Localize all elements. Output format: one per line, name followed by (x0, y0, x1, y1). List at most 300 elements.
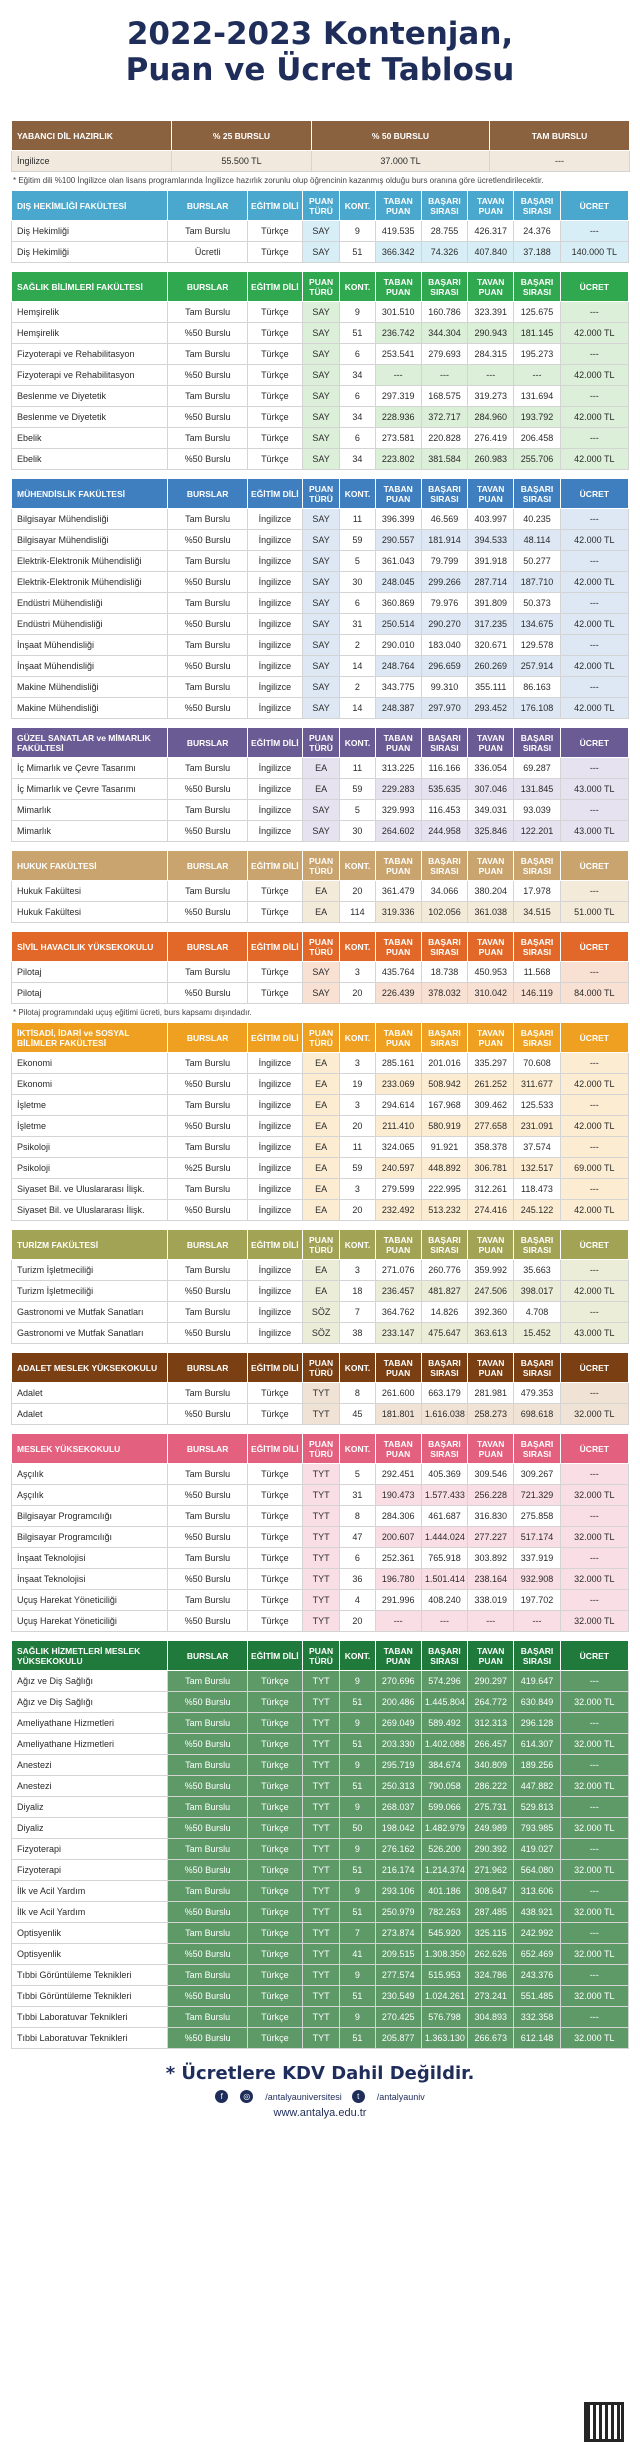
section-table (11, 1433, 629, 1632)
table-cell: Tam Burslu (168, 1383, 247, 1404)
column-header: BAŞARI SIRASI (514, 851, 560, 881)
table-cell: 51 (340, 1692, 375, 1713)
table-cell: 258.273 (468, 1404, 514, 1425)
table-cell: 312.313 (468, 1713, 514, 1734)
table-row (12, 407, 629, 428)
table-cell: 216.174 (375, 1860, 421, 1881)
table-cell: İngilizce (247, 1323, 302, 1344)
table-cell: Tam Burslu (168, 1590, 247, 1611)
column-header: KONT. (340, 932, 375, 962)
table-cell: 475.647 (421, 1323, 467, 1344)
table-cell: Tam Burslu (168, 1506, 247, 1527)
table-cell: 201.016 (421, 1053, 467, 1074)
table-cell: 279.599 (375, 1179, 421, 1200)
table-cell: Tam Burslu (168, 1053, 247, 1074)
table-row (12, 2028, 629, 2049)
table-cell: Türkçe (247, 983, 302, 1004)
program-name: Siyaset Bil. ve Uluslararası İlişk. (12, 1200, 168, 1221)
table-cell: --- (375, 365, 421, 386)
table-row (12, 1797, 629, 1818)
table-cell: 360.869 (375, 593, 421, 614)
table-cell: TYT (302, 1404, 339, 1425)
table-cell: 230.549 (375, 1986, 421, 2007)
table-cell: İngilizce (247, 779, 302, 800)
table-row (12, 1200, 629, 1221)
table-cell: 51 (340, 242, 375, 263)
table-cell: 99.310 (421, 677, 467, 698)
table-cell: 176.108 (514, 698, 560, 719)
program-name: Hemşirelik (12, 323, 168, 344)
table-cell: 297.970 (421, 698, 467, 719)
table-cell: 1.402.088 (421, 1734, 467, 1755)
section-gap (11, 470, 629, 478)
program-name: Adalet (12, 1383, 168, 1404)
table-cell: EA (302, 1074, 339, 1095)
table-cell: İngilizce (247, 1095, 302, 1116)
table-cell: 187.710 (514, 572, 560, 593)
table-cell: 200.607 (375, 1527, 421, 1548)
table-cell: --- (560, 1137, 628, 1158)
table-cell: İngilizce (247, 593, 302, 614)
table-cell: 290.297 (468, 1671, 514, 1692)
table-row (12, 509, 629, 530)
table-cell: 42.000 TL (560, 530, 628, 551)
table-cell: 309.267 (514, 1464, 560, 1485)
table-cell: 69.287 (514, 758, 560, 779)
table-cell: 364.762 (375, 1302, 421, 1323)
table-row (12, 1923, 629, 1944)
table-cell: --- (560, 1671, 628, 1692)
table-cell: Türkçe (247, 962, 302, 983)
table-cell: EA (302, 1053, 339, 1074)
column-header: ÜCRET (560, 728, 628, 758)
table-cell: Türkçe (247, 428, 302, 449)
lang-cell: --- (490, 151, 630, 172)
table-cell: 294.614 (375, 1095, 421, 1116)
table-cell: SÖZ (302, 1302, 339, 1323)
program-name: İlk ve Acil Yardım (12, 1881, 168, 1902)
table-cell: 517.174 (514, 1527, 560, 1548)
table-cell: 261.600 (375, 1383, 421, 1404)
table-cell: 285.161 (375, 1053, 421, 1074)
section-title: MESLEK YÜKSEKOKULU (12, 1434, 168, 1464)
twitter-icon[interactable]: t (352, 2090, 365, 2103)
table-cell: 311.677 (514, 1074, 560, 1095)
table-cell: 46.569 (421, 509, 467, 530)
table-cell: Türkçe (247, 1902, 302, 1923)
column-header: EĞİTİM DİLİ (247, 1230, 302, 1260)
program-name: Siyaset Bil. ve Uluslararası İlişk. (12, 1179, 168, 1200)
website-link[interactable]: www.antalya.edu.tr (273, 2107, 367, 2119)
table-row (12, 1281, 629, 1302)
table-cell: --- (560, 428, 628, 449)
table-cell: 79.799 (421, 551, 467, 572)
table-cell: TYT (302, 1860, 339, 1881)
program-name: Endüstri Mühendisliği (12, 593, 168, 614)
table-cell: TYT (302, 1923, 339, 1944)
table-row (12, 1692, 629, 1713)
table-cell: SAY (302, 242, 339, 263)
section-table (11, 931, 629, 1004)
column-header: TABAN PUAN (375, 1434, 421, 1464)
table-cell: 249.989 (468, 1818, 514, 1839)
column-header: TAVAN PUAN (468, 932, 514, 962)
table-cell: 295.719 (375, 1755, 421, 1776)
table-cell: 262.626 (468, 1944, 514, 1965)
table-cell: 450.953 (468, 962, 514, 983)
program-name: Diş Hekimliği (12, 242, 168, 263)
table-cell: 612.148 (514, 2028, 560, 2049)
table-cell: SAY (302, 323, 339, 344)
table-cell: 6 (340, 386, 375, 407)
social-handle[interactable]: /antalyauniv (376, 2091, 425, 2102)
table-cell: 286.222 (468, 1776, 514, 1797)
table-cell: TYT (302, 1734, 339, 1755)
table-cell: 407.840 (468, 242, 514, 263)
table-row (12, 1179, 629, 1200)
table-cell: TYT (302, 1590, 339, 1611)
table-cell: 42.000 TL (560, 1281, 628, 1302)
column-header: BAŞARI SIRASI (421, 1641, 467, 1671)
table-cell: 349.031 (468, 800, 514, 821)
program-name: Makine Mühendisliği (12, 698, 168, 719)
table-cell: 102.056 (421, 902, 467, 923)
table-cell: 7 (340, 1923, 375, 1944)
column-header: TABAN PUAN (375, 1353, 421, 1383)
column-header: TABAN PUAN (375, 1230, 421, 1260)
table-row (12, 530, 629, 551)
table-cell: SAY (302, 593, 339, 614)
table-cell: TYT (302, 1881, 339, 1902)
table-cell: 203.330 (375, 1734, 421, 1755)
column-header: BURSLAR (168, 1434, 247, 1464)
section-gap (11, 1221, 629, 1229)
column-header: PUAN TÜRÜ (302, 932, 339, 962)
table-cell: 51 (340, 1902, 375, 1923)
table-cell: SAY (302, 635, 339, 656)
section-title: ADALET MESLEK YÜKSEKOKULU (12, 1353, 168, 1383)
table-cell: 50.373 (514, 593, 560, 614)
table-cell: 122.201 (514, 821, 560, 842)
table-cell: Türkçe (247, 1881, 302, 1902)
table-cell: 28.755 (421, 221, 467, 242)
table-cell: 276.419 (468, 428, 514, 449)
table-cell: 236.742 (375, 323, 421, 344)
table-cell: 438.921 (514, 1902, 560, 1923)
column-header: KONT. (340, 851, 375, 881)
table-cell: İngilizce (247, 1116, 302, 1137)
table-cell: 6 (340, 344, 375, 365)
table-cell: 9 (340, 1839, 375, 1860)
column-header: EĞİTİM DİLİ (247, 1353, 302, 1383)
table-cell: 114 (340, 902, 375, 923)
section-gap (11, 2049, 629, 2057)
program-name: İşletme (12, 1095, 168, 1116)
column-header: TAVAN PUAN (468, 272, 514, 302)
table-cell: 42.000 TL (560, 323, 628, 344)
column-header: EĞİTİM DİLİ (247, 272, 302, 302)
program-name: Aşçılık (12, 1464, 168, 1485)
table-cell: 296.128 (514, 1713, 560, 1734)
program-name: Ebelik (12, 449, 168, 470)
program-name: Psikoloji (12, 1137, 168, 1158)
table-cell: 51 (340, 323, 375, 344)
table-cell: %50 Burslu (168, 983, 247, 1004)
column-header: KONT. (340, 1023, 375, 1053)
table-cell: --- (560, 509, 628, 530)
table-cell: 248.387 (375, 698, 421, 719)
column-header: ÜCRET (560, 191, 628, 221)
table-cell: %25 Burslu (168, 1158, 247, 1179)
column-header: EĞİTİM DİLİ (247, 851, 302, 881)
table-row (12, 779, 629, 800)
table-cell: Türkçe (247, 1692, 302, 1713)
table-cell: Türkçe (247, 1464, 302, 1485)
table-cell: 18.738 (421, 962, 467, 983)
table-cell: --- (560, 2007, 628, 2028)
table-cell: %50 Burslu (168, 407, 247, 428)
table-cell: --- (560, 1260, 628, 1281)
program-name: Makine Mühendisliği (12, 677, 168, 698)
program-name: Optisyenlik (12, 1923, 168, 1944)
section-table (11, 850, 629, 923)
table-cell: 396.399 (375, 509, 421, 530)
table-cell: Tam Burslu (168, 1923, 247, 1944)
table-row (12, 698, 629, 719)
table-cell: 589.492 (421, 1713, 467, 1734)
table-cell: 250.313 (375, 1776, 421, 1797)
table-cell: Tam Burslu (168, 386, 247, 407)
table-cell: 576.798 (421, 2007, 467, 2028)
table-cell: 248.045 (375, 572, 421, 593)
column-header: BAŞARI SIRASI (421, 932, 467, 962)
table-cell: %50 Burslu (168, 1734, 247, 1755)
table-cell: Tam Burslu (168, 1671, 247, 1692)
table-cell: 211.410 (375, 1116, 421, 1137)
table-cell: 1.445.804 (421, 1692, 467, 1713)
table-cell: 277.658 (468, 1116, 514, 1137)
column-header: PUAN TÜRÜ (302, 728, 339, 758)
table-cell: Türkçe (247, 1965, 302, 1986)
column-header: BAŞARI SIRASI (421, 272, 467, 302)
table-cell: --- (560, 1053, 628, 1074)
program-name: Elektrik-Elektronik Mühendisliği (12, 572, 168, 593)
table-cell: --- (375, 1611, 421, 1632)
table-cell: 266.457 (468, 1734, 514, 1755)
table-cell: 32.000 TL (560, 1944, 628, 1965)
table-cell: 9 (340, 1881, 375, 1902)
table-row (12, 635, 629, 656)
table-cell: --- (514, 1611, 560, 1632)
table-cell: 35.663 (514, 1260, 560, 1281)
table-cell: 248.764 (375, 656, 421, 677)
table-cell: 313.225 (375, 758, 421, 779)
column-header: BURSLAR (168, 1230, 247, 1260)
column-header: KONT. (340, 1353, 375, 1383)
facebook-icon[interactable]: f (215, 2090, 228, 2103)
column-header: EĞİTİM DİLİ (247, 1023, 302, 1053)
table-cell: 513.232 (421, 1200, 467, 1221)
table-row (12, 551, 629, 572)
table-cell: TYT (302, 1839, 339, 1860)
program-name: Aşçılık (12, 1485, 168, 1506)
table-cell: SAY (302, 821, 339, 842)
table-cell: 273.874 (375, 1923, 421, 1944)
table-cell: 782.263 (421, 1902, 467, 1923)
table-cell: Tam Burslu (168, 509, 247, 530)
table-cell: 252.361 (375, 1548, 421, 1569)
table-cell: 19 (340, 1074, 375, 1095)
table-cell: 8 (340, 1506, 375, 1527)
table-row (12, 1527, 629, 1548)
column-header: TAVAN PUAN (468, 851, 514, 881)
table-row (12, 1506, 629, 1527)
table-cell: Türkçe (247, 1923, 302, 1944)
table-cell: 116.166 (421, 758, 467, 779)
column-header: EĞİTİM DİLİ (247, 1434, 302, 1464)
table-cell: 206.458 (514, 428, 560, 449)
program-name: İnşaat Mühendisliği (12, 656, 168, 677)
table-cell: 419.647 (514, 1671, 560, 1692)
program-name: Beslenme ve Diyetetik (12, 386, 168, 407)
section-title: MÜHENDİSLİK FAKÜLTESİ (12, 479, 168, 509)
table-cell: 275.731 (468, 1797, 514, 1818)
column-header: BURSLAR (168, 728, 247, 758)
table-cell: 51 (340, 1986, 375, 2007)
table-cell: 313.606 (514, 1881, 560, 1902)
table-cell: 284.306 (375, 1506, 421, 1527)
table-cell: 20 (340, 881, 375, 902)
table-cell: 391.918 (468, 551, 514, 572)
table-cell: 51 (340, 1734, 375, 1755)
table-cell: 435.764 (375, 962, 421, 983)
table-cell: 336.054 (468, 758, 514, 779)
table-cell: 37.188 (514, 242, 560, 263)
table-cell: 9 (340, 302, 375, 323)
table-cell: 276.162 (375, 1839, 421, 1860)
table-cell: 34.515 (514, 902, 560, 923)
table-row (12, 302, 629, 323)
section-gap (11, 1632, 629, 1640)
program-name: Endüstri Mühendisliği (12, 614, 168, 635)
table-cell: 51 (340, 2028, 375, 2049)
table-cell: --- (560, 1713, 628, 1734)
table-cell: EA (302, 1158, 339, 1179)
program-name: Fizyoterapi (12, 1860, 168, 1881)
table-cell: 3 (340, 1260, 375, 1281)
table-row (12, 1713, 629, 1734)
column-header: BAŞARI SIRASI (514, 932, 560, 962)
table-cell: 273.581 (375, 428, 421, 449)
table-cell: 529.813 (514, 1797, 560, 1818)
lang-cell: 55.500 TL (172, 151, 312, 172)
table-row (12, 449, 629, 470)
table-cell: 32.000 TL (560, 1527, 628, 1548)
table-cell: 198.042 (375, 1818, 421, 1839)
table-row (12, 1776, 629, 1797)
table-cell: %50 Burslu (168, 779, 247, 800)
program-name: Uçuş Harekat Yöneticiliği (12, 1611, 168, 1632)
table-cell: İngilizce (247, 635, 302, 656)
column-header: EĞİTİM DİLİ (247, 1641, 302, 1671)
table-cell: İngilizce (247, 1053, 302, 1074)
program-name: Hukuk Fakültesi (12, 902, 168, 923)
table-cell: 384.674 (421, 1755, 467, 1776)
table-row (12, 677, 629, 698)
table-cell: 32.000 TL (560, 1485, 628, 1506)
table-cell: 20 (340, 1116, 375, 1137)
column-header: TABAN PUAN (375, 1641, 421, 1671)
table-cell: 129.578 (514, 635, 560, 656)
qr-code[interactable] (584, 2402, 624, 2442)
program-name: İç Mimarlık ve Çevre Tasarımı (12, 758, 168, 779)
column-header: EĞİTİM DİLİ (247, 728, 302, 758)
program-name: Fizyoterapi ve Rehabilitasyon (12, 365, 168, 386)
instagram-icon[interactable]: ◎ (240, 2090, 253, 2103)
table-cell: İngilizce (247, 1137, 302, 1158)
table-cell: 196.780 (375, 1569, 421, 1590)
table-cell: Tam Burslu (168, 2007, 247, 2028)
lang-cell: 37.000 TL (312, 151, 490, 172)
program-name: Diyaliz (12, 1818, 168, 1839)
table-cell: 381.584 (421, 449, 467, 470)
table-cell: 250.514 (375, 614, 421, 635)
table-cell: 47 (340, 1527, 375, 1548)
table-cell: Türkçe (247, 1797, 302, 1818)
table-cell: 508.942 (421, 1074, 467, 1095)
table-cell: 11 (340, 1137, 375, 1158)
table-cell: 6 (340, 1548, 375, 1569)
column-header: ÜCRET (560, 1434, 628, 1464)
table-cell: --- (421, 1611, 467, 1632)
program-name: Ağız ve Diş Sağlığı (12, 1692, 168, 1713)
social-handle[interactable]: /antalyauniversitesi (265, 2091, 342, 2102)
table-cell: 42.000 TL (560, 407, 628, 428)
table-cell: TYT (302, 1548, 339, 1569)
table-row (12, 1260, 629, 1281)
table-cell: 32.000 TL (560, 1818, 628, 1839)
table-cell: 270.425 (375, 2007, 421, 2028)
section-table (11, 727, 629, 842)
table-row (12, 983, 629, 1004)
table-cell: 51 (340, 1860, 375, 1881)
table-cell: 312.261 (468, 1179, 514, 1200)
table-cell: 1.363.130 (421, 2028, 467, 2049)
table-cell: %50 Burslu (168, 1902, 247, 1923)
table-cell: 290.270 (421, 614, 467, 635)
column-header: ÜCRET (560, 1230, 628, 1260)
table-cell: --- (560, 593, 628, 614)
table-cell: 6 (340, 593, 375, 614)
table-cell: Tam Burslu (168, 800, 247, 821)
table-cell: 403.997 (468, 509, 514, 530)
program-name: Fizyoterapi ve Rehabilitasyon (12, 344, 168, 365)
table-cell: Türkçe (247, 881, 302, 902)
table-cell: %50 Burslu (168, 1818, 247, 1839)
table-cell: İngilizce (247, 1200, 302, 1221)
table-cell: 34.066 (421, 881, 467, 902)
table-cell: %50 Burslu (168, 449, 247, 470)
table-cell: 36 (340, 1569, 375, 1590)
table-cell: 43.000 TL (560, 779, 628, 800)
column-header: TABAN PUAN (375, 272, 421, 302)
table-cell: 8 (340, 1383, 375, 1404)
column-header: KONT. (340, 1641, 375, 1671)
table-cell: SAY (302, 407, 339, 428)
table-cell: Tam Burslu (168, 758, 247, 779)
column-header: BAŞARI SIRASI (421, 479, 467, 509)
table-cell: 42.000 TL (560, 614, 628, 635)
